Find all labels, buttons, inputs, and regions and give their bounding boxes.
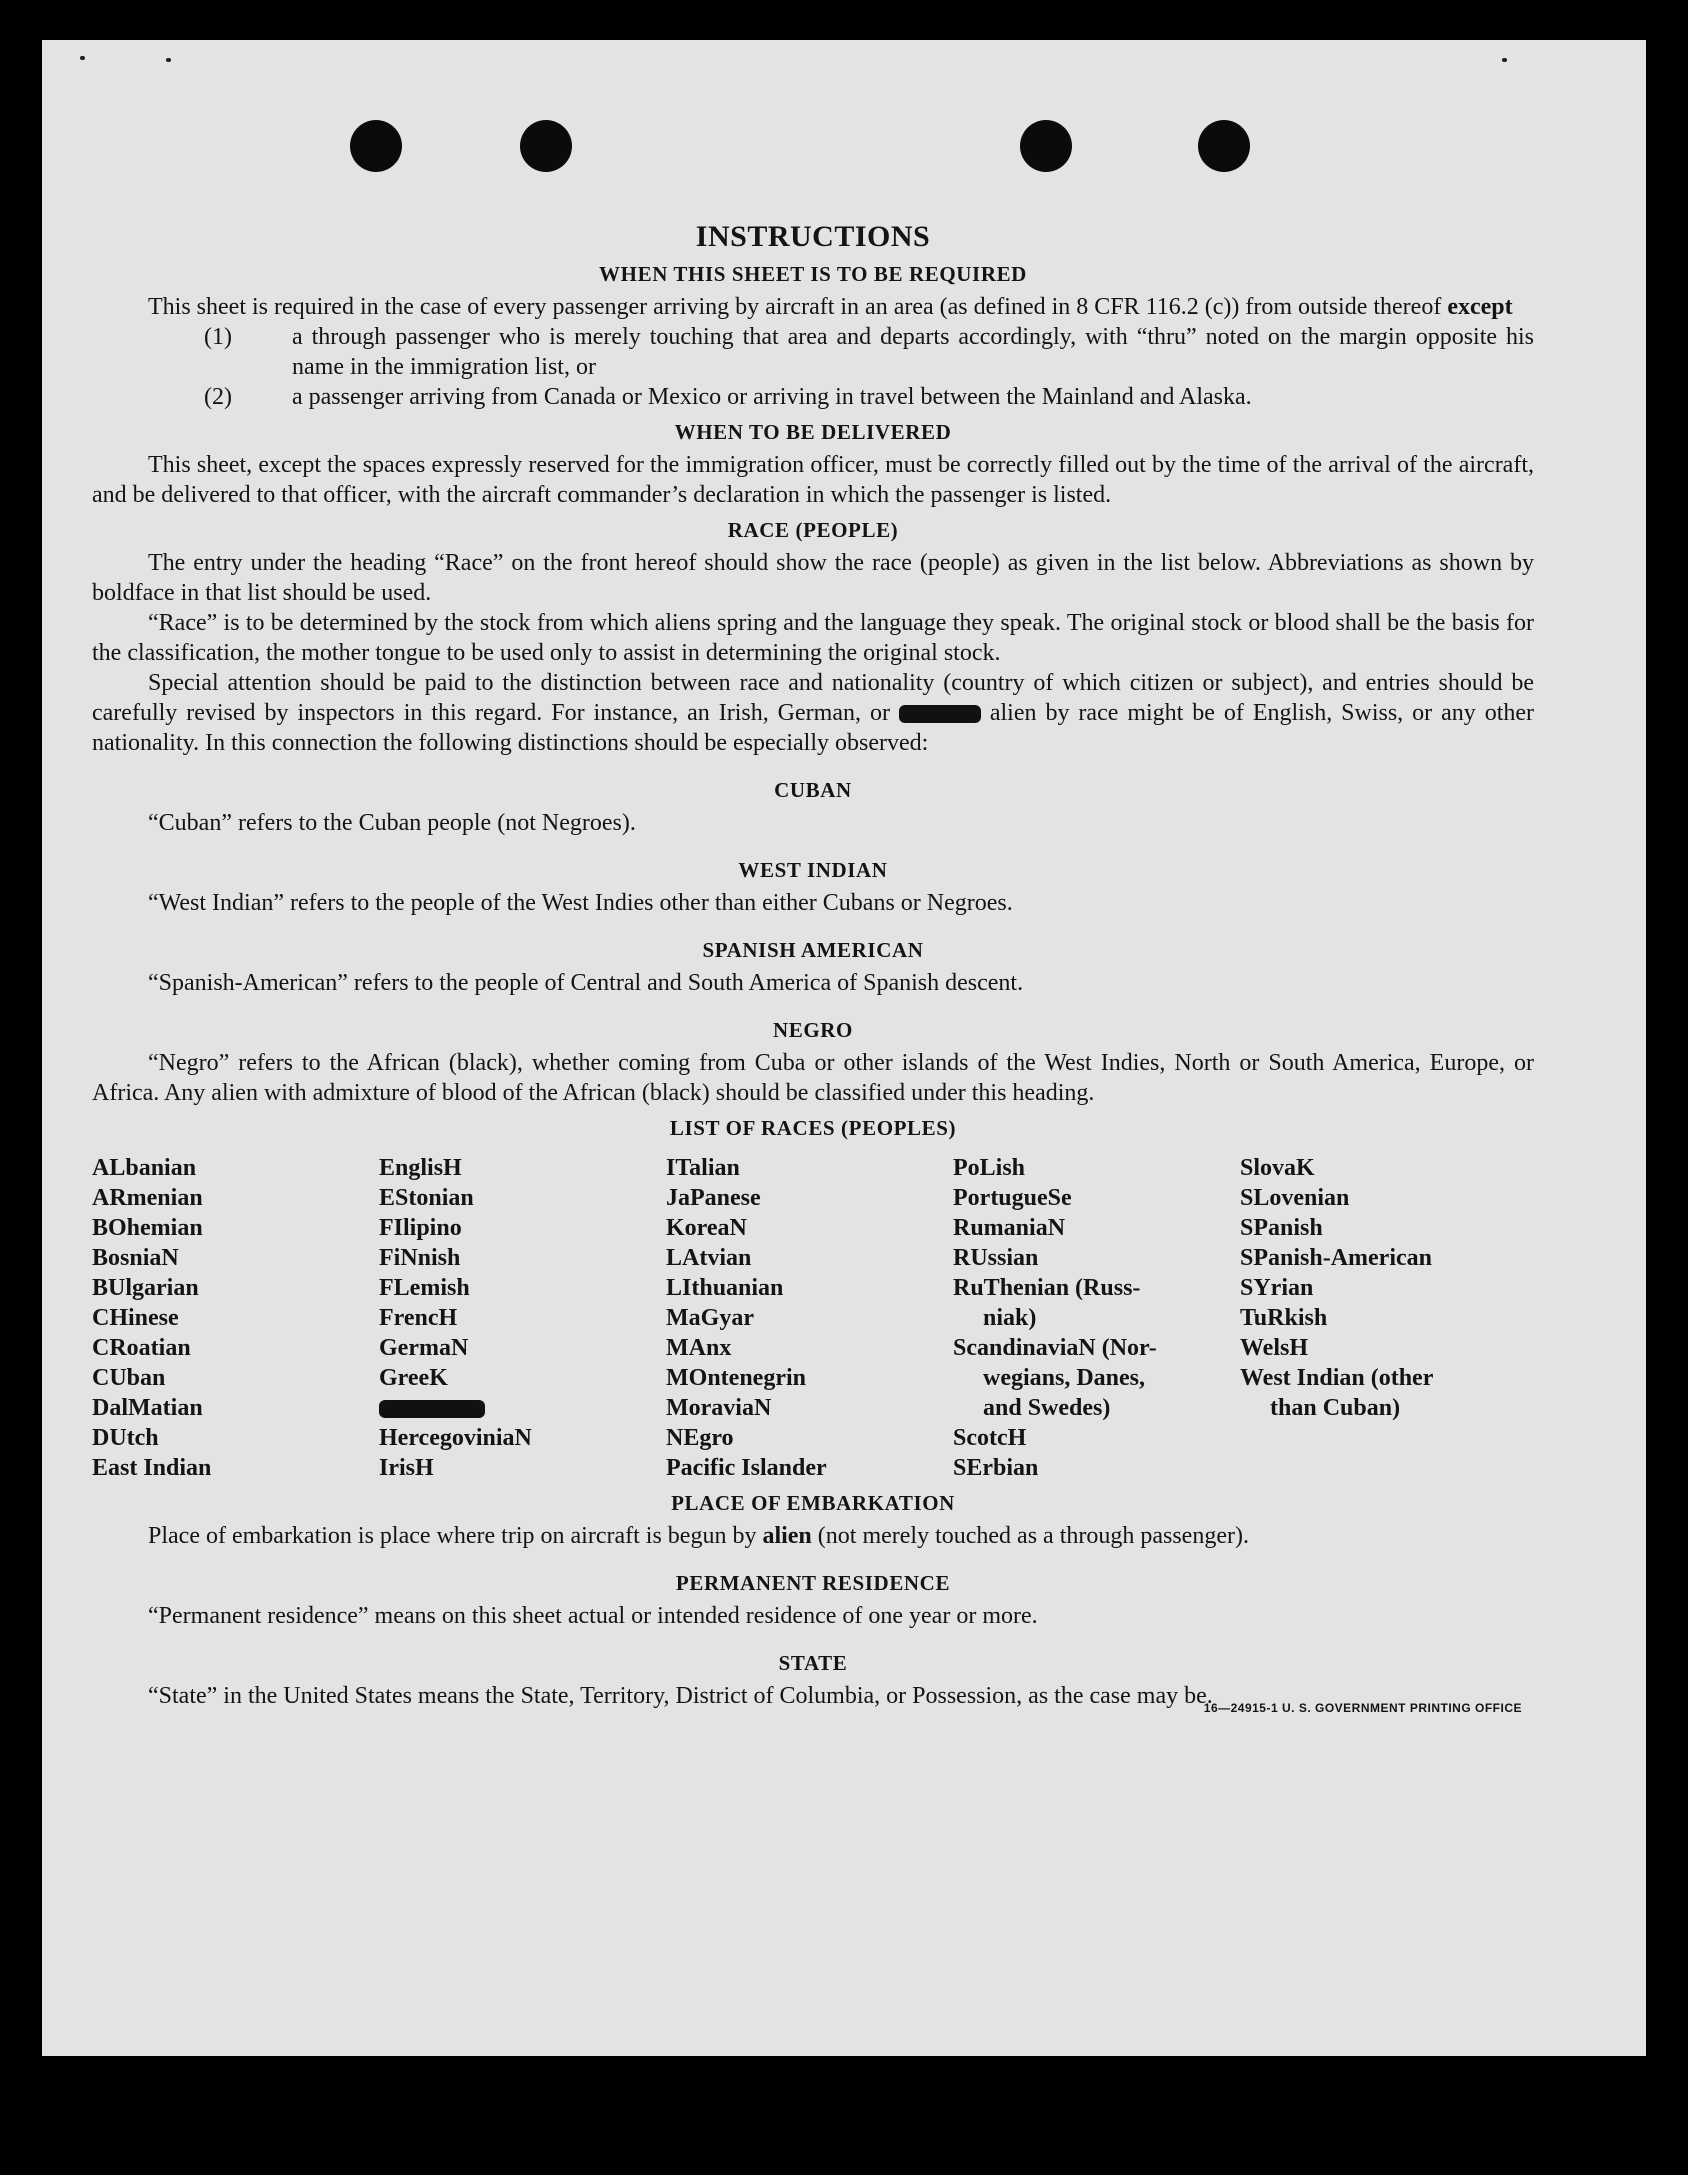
race-entry: Pacific Islander — [666, 1455, 827, 1481]
state-text: “State” in the United States means the State, Territory, District of Columbia, or Possession, as the case may be. — [148, 1683, 1213, 1709]
redaction-mark — [899, 705, 981, 723]
speck — [1502, 58, 1507, 62]
exception-text: a passenger arriving from Canada or Mexico or arriving in travel between the Mainland and Alaska. — [292, 384, 1252, 410]
heading-state: STATE — [778, 1651, 848, 1675]
race-entry: GermaN — [379, 1335, 469, 1361]
race-entry: wegians, Danes, — [983, 1365, 1146, 1391]
race-column — [92, 1153, 379, 1483]
race-entry: MoraviaN — [666, 1395, 772, 1421]
page-title: INSTRUCTIONS — [695, 220, 931, 253]
race-paragraph-2: “Race” is to be determined by the stock from which aliens spring and the language they speak. The original stock or blood shall be the basis for the classification, the mother tongue to be used only to assist in determining the original stock. — [92, 610, 1534, 666]
race-entry: DUtch — [92, 1425, 159, 1451]
race-entry: KoreaN — [666, 1215, 747, 1241]
race-entry: ITalian — [666, 1155, 740, 1181]
race-entry: TuRkish — [1240, 1305, 1328, 1331]
race-entry: JaPanese — [666, 1185, 761, 1211]
punch-hole — [520, 120, 572, 172]
race-entry: West Indian (other — [1240, 1365, 1434, 1391]
heading-when-required: WHEN THIS SHEET IS TO BE REQUIRED — [599, 262, 1027, 286]
race-entry: BUlgarian — [92, 1275, 199, 1301]
cuban-text: “Cuban” refers to the Cuban people (not Negroes). — [148, 810, 636, 836]
race-entry: CUban — [92, 1365, 166, 1391]
speck — [80, 56, 85, 60]
race-entry: RumaniaN — [953, 1215, 1066, 1241]
race-column — [666, 1153, 953, 1483]
exception-item — [92, 382, 1534, 412]
speck — [166, 58, 171, 62]
sheet-content — [92, 182, 1535, 1715]
race-entry: FIlipino — [379, 1215, 462, 1241]
heading-race: RACE (PEOPLE) — [727, 518, 899, 542]
heading-permanent-residence: PERMANENT RESIDENCE — [675, 1571, 951, 1595]
race-entry: FLemish — [379, 1275, 470, 1301]
race-entry: EnglisH — [379, 1155, 462, 1181]
race-entry: MaGyar — [666, 1305, 754, 1331]
heading-negro: NEGRO — [772, 1018, 853, 1042]
punch-hole — [1198, 120, 1250, 172]
state-block — [92, 1681, 1534, 1715]
race-entry: DalMatian — [92, 1395, 203, 1421]
race-entry: ARmenian — [92, 1185, 203, 1211]
exception-text: a through passenger who is merely touching that area and departs accordingly, with “thru” noted on the margin opposite his name in the immigration list, or — [292, 324, 1534, 380]
exception-number: (2) — [204, 384, 232, 410]
heading-when-delivered: WHEN TO BE DELIVERED — [674, 420, 952, 444]
race-entry: ALbanian — [92, 1155, 197, 1181]
printer-imprint: 16—24915-1 U. S. GOVERNMENT PRINTING OFFICE — [1203, 1701, 1522, 1715]
race-entry: SYrian — [1240, 1275, 1314, 1301]
race-entry: BosniaN — [92, 1245, 179, 1271]
exception-number: (1) — [204, 324, 232, 350]
race-entry: than Cuban) — [1270, 1395, 1401, 1421]
residence-text: “Permanent residence” means on this sheet actual or intended residence of one year or more. — [148, 1603, 1038, 1629]
race-entry-redacted — [379, 1393, 666, 1423]
heading-spanish-american: SPANISH AMERICAN — [702, 938, 924, 962]
race-entry: RUssian — [953, 1245, 1039, 1271]
race-entry: FiNnish — [379, 1245, 461, 1271]
when-delivered-text: This sheet, except the spaces expressly reserved for the immigration officer, must be correctly filled out by the time of the arrival of the aircraft, and be delivered to that officer, with the aircraft commander’s declaration in which the passenger is listed. — [92, 452, 1534, 508]
race-column — [953, 1153, 1240, 1483]
heading-list-of-races: LIST OF RACES (PEOPLES) — [669, 1116, 957, 1140]
race-list — [92, 1153, 1534, 1483]
race-entry: ScotcH — [953, 1425, 1027, 1451]
race-entry: and Swedes) — [983, 1395, 1111, 1421]
race-entry: IrisH — [379, 1455, 434, 1481]
heading-embarkation: PLACE OF EMBARKATION — [671, 1491, 955, 1515]
race-column — [379, 1153, 666, 1483]
race-entry: FrencH — [379, 1305, 458, 1331]
punch-hole — [350, 120, 402, 172]
race-entry: SPanish — [1240, 1215, 1323, 1241]
race-entry: LAtvian — [666, 1245, 752, 1271]
race-entry: niak) — [983, 1305, 1037, 1331]
race-entry: CHinese — [92, 1305, 179, 1331]
heading-cuban: CUBAN — [774, 778, 852, 802]
heading-west-indian: WEST INDIAN — [738, 858, 888, 882]
race-entry: East Indian — [92, 1455, 212, 1481]
race-entry: SPanish-American — [1240, 1245, 1432, 1271]
instruction-sheet — [42, 40, 1646, 2056]
race-entry: NEgro — [666, 1425, 734, 1451]
race-entry: HercegoviniaN — [379, 1425, 532, 1451]
race-paragraph-1: The entry under the heading “Race” on the front hereof should show the race (people) as given in the list below. Abbreviations as shown by boldface in that list should be used. — [92, 550, 1534, 606]
race-entry: SlovaK — [1240, 1155, 1315, 1181]
race-entry: EStonian — [379, 1185, 474, 1211]
race-column — [1240, 1153, 1534, 1483]
punch-hole — [1020, 120, 1072, 172]
race-paragraph-3: Special attention should be paid to the distinction between race and nationality (country of which citizen or subject), and entries should be carefully revised by inspectors in this regard. For instance, an Irish, German, or alien by race might be of English, Swiss, or any other nationality. In this connection the following distinctions should be especially observed: — [92, 670, 1535, 756]
race-entry: CRoatian — [92, 1335, 191, 1361]
when-required-text: This sheet is required in the case of every passenger arriving by aircraft in an area (as defined in 8 CFR 116.2 (c)) from outside thereof except — [148, 294, 1513, 320]
race-entry: LIthuanian — [666, 1275, 784, 1301]
race-entry: ScandinaviaN (Nor- — [953, 1335, 1157, 1361]
race-entry: BOhemian — [92, 1215, 203, 1241]
race-entry: MAnx — [666, 1335, 732, 1361]
race-entry: PortugueSe — [953, 1185, 1072, 1211]
race-entry: WelsH — [1240, 1335, 1309, 1361]
exception-item — [92, 322, 1534, 382]
race-entry: SLovenian — [1240, 1185, 1350, 1211]
race-entry: SErbian — [953, 1455, 1039, 1481]
negro-text: “Negro” refers to the African (black), whether coming from Cuba or other islands of the West Indies, North or South America, Europe, or Africa. Any alien with admixture of blood of the African (black) should be classified under this heading. — [92, 1050, 1534, 1106]
embarkation-text: Place of embarkation is place where trip on aircraft is begun by alien (not merely touched as a through passenger). — [148, 1523, 1249, 1549]
race-entry: MOntenegrin — [666, 1365, 806, 1391]
race-entry: PoLish — [953, 1155, 1026, 1181]
spanish-american-text: “Spanish-American” refers to the people of Central and South America of Spanish descent. — [148, 970, 1024, 996]
race-entry: GreeK — [379, 1365, 448, 1391]
race-entry: RuThenian (Russ- — [953, 1275, 1141, 1301]
west-indian-text: “West Indian” refers to the people of the West Indies other than either Cubans or Negroes. — [148, 890, 1013, 916]
redaction-mark — [379, 1400, 485, 1418]
